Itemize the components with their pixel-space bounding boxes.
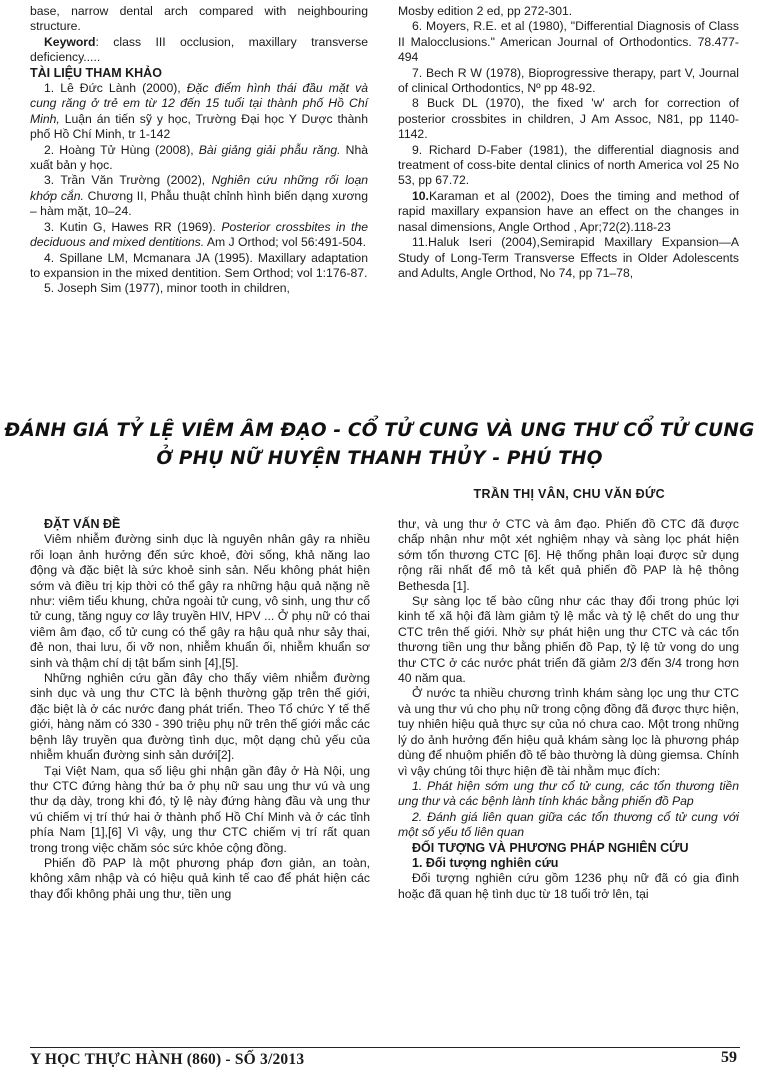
reference-item: 5. Joseph Sim (1977), minor tooth in children, [44,281,290,296]
article-title [0,417,759,473]
abstract-tail: base, narrow dental arch compared with neighbouring structure. [30,4,368,34]
objective-item: 2. Đánh giá liên quan giữa các tổn thương cổ tử cung với một số yếu tố liên quan [398,809,739,840]
keyword-label: Keyword [44,34,96,49]
prev-article-left-column [30,4,368,297]
reference-item: 10.Karaman et al (2002), Does the timing and method of rapid maxillary expansion have an effect on the changes in nasal dimensions, Angle Orthod , Apr;72(2).118-23 [398,188,739,234]
reference-item: 4. Spillane LM, Mcmanara JA (1995). Maxillary adaptation to expansion in the mixed dentition. Sem Orthod; vol 1:176-87. [30,250,368,280]
body-paragraph: Những nghiên cứu gần đây cho thấy viêm nhiễm đường sinh dục và ung thư CTC là bệnh thường gặp trên thế giới, đặc biệt là ở các nước đang phát triển. Theo Tổ chức Y tế thế giới, hàng năm có 330 - 390 triệu phụ nữ trên thế giới mắc các bệnh lây truyền qua đường tình dục, một dạng chủ yếu của nhiễm khuẩn đường sinh sản dưới[2]. [30,671,370,763]
reference-item: 1. Lê Đức Lành (2000), Đặc điểm hình thái đầu mặt và cung răng ở trẻ em từ 12 đến 15 tuổi tại thành phố Hồ Chí Minh, Luận án tiến sỹ y học, Trường Đại học Y Dược thành phố Hồ Chí Minh, tr 1-142 [30,81,368,142]
reference-item: 11.Haluk Iseri (2004),Semirapid Maxillary Expansion—A Study of Long-Term Transverse Effects in Older Adolescents and Adults, Angle Orthod, No 74, pp 71–78, [398,235,739,280]
section-heading-intro: ĐẶT VẤN ĐỀ [44,517,121,531]
references-heading: TÀI LIỆU THAM KHẢO [30,65,162,80]
reference-item: Mosby edition 2 ed, pp 272-301. [398,4,573,18]
subsection-heading: 1. Đối tượng nghiên cứu [412,855,559,870]
reference-item: 7. Bech R W (1978), Bioprogressive therapy, part V, Journal of clinical Orthodontics, Nº pp 48-92. [398,65,739,96]
keyword-text: : class III occlusion, maxillary transverse deficiency..... [30,34,368,65]
footer-divider [30,1047,740,1048]
reference-item: 3. Kutin G, Hawes RR (1969). Posterior crossbites in the deciduous and mixed dentitions. Am J Orthod; vol 56:491-504. [30,219,368,250]
reference-item: 9. Richard D-Faber (1981), the differential diagnosis and treatment of coss-bite dental clinics of north America vol 25 No 53, pp 67.72. [398,142,739,188]
journal-name: Y HỌC THỰC HÀNH (860) - SỐ 3/2013 [30,1051,305,1068]
body-right-column [398,517,739,902]
body-paragraph: Đối tượng nghiên cứu gồm 1236 phụ nữ đã có gia đình hoặc đã quan hệ tình dục từ 18 tuổi trở lên, tại [398,871,739,901]
reference-item: 2. Hoàng Tử Hùng (2008), Bài giảng giải phẫu răng. Nhà xuất bản y học. [30,142,369,173]
article-title-line-1: ĐÁNH GIÁ TỶ LỆ VIÊM ÂM ĐẠO - CỔ TỬ CUNG VÀ UNG THƯ CỔ TỬ CUNG [4,420,755,441]
keyword-line [30,35,368,66]
reference-item: 8 Buck DL (1970), the fixed 'w' arch for correction of posterior crossbites in children, J Am Assoc, N81, pp 1140-1142. [398,96,739,142]
article-authors: TRẦN THỊ VÂN, CHU VĂN ĐỨC [473,487,665,501]
body-paragraph: thư, và ung thư ở CTC và âm đạo. Phiến đồ CTC đã được chấp nhận như một xét nghiệm nhạy và sàng lọc phát hiện sớm tổn thương CTC [6]. Hệ thống phân loại được sử dụng rộng rãi nhất để mô tả kết quả phiến đồ PAP là hệ thông Bethesda [1]. [398,517,739,593]
body-left-column [30,517,370,902]
reference-item: 3. Trần Văn Trường (2002), Nghiên cứu những rối loạn khớp cắn. Chương II, Phẫu thuật chỉnh hình biến dạng xương – hàm mặt, 10–24. [30,173,368,219]
article-title-line-2: Ở PHỤ NỮ HUYỆN THANH THỦY - PHÚ THỌ [156,448,603,469]
body-paragraph: Sự sàng lọc tế bào cũng như các thay đổi trong phúc lợi kinh tế xã hội đã làm giảm tỷ lệ mắc và tỷ lệ chết do ung thư CTC trên thế giới. Nhờ sự phát hiện ung thư CTC và các tổn thương tiền ung thư bằng phiến đồ Pap, tỷ lệ tử vong do ung thư CTC ở các nước phát triển đã giảm 2/3 đến 3/4 trong hơn 40 năm qua. [398,594,739,686]
section-heading-methods: ĐỐI TƯỢNG VÀ PHƯƠNG PHÁP NGHIÊN CỨU [412,840,689,855]
page-number: 59 [721,1049,737,1066]
body-paragraph: Tại Việt Nam, qua số liệu ghi nhận gần đây ở Hà Nội, ung thư CTC đứng hàng thứ ba ở phụ nữ sau ung thư vú và ung thư dạ dày, trong khi đó, tỷ lệ này đứng hàng đầu và ung thư vú chiếm vị trí thứ hai ở thành phố Hồ Chí Minh và ở các tỉnh phía Nam [1],[6] Vì vậy, ung thư CTC chiếm vị trí rất quan trong trong việc chăm sóc sức khỏe cộng đồng. [30,763,370,855]
body-paragraph: Viêm nhiễm đường sinh dục là nguyên nhân gây ra nhiều rối loạn ảnh hưởng đến sức khoẻ, đời sống, khả năng lao động và đặc biệt là sức khoẻ sinh sản. Nếu không phát hiện sớm và điều trị kịp thời có thể gây ra những hậu quả nặng nề như: viêm tiểu khung, chửa ngoài tử cung, vô sinh, ung thư cổ tử cung, tăng nguy cơ lây truyền HIV, HPV ... Ở phụ nữ có thai viêm âm đạo, cổ tử cung có thể gây ra hậu quả như sảy thai, đẻ non, thai lưu, ối vỡ non, nhiễm khuẩn ối, nhiễm khuẩn sơ sinh và thậm chí dị tật bẩm sinh [4],[5]. [30,532,370,670]
objective-item: 1. Phát hiện sớm ung thư cổ tử cung, các tổn thương tiền ung thư và các bệnh lành tính khác bằng phiến đồ Pap [398,778,739,809]
reference-item: 6. Moyers, R.E. et al (1980), "Differential Diagnosis of Class II Malocclusions." American Journal of Orthodontics. 78.477-494 [398,19,739,65]
prev-article-right-column [398,4,739,281]
body-paragraph: Ở nước ta nhiều chương trình khám sàng lọc ung thư CTC và ung thư vú cho phụ nữ trong cộng đồng đã được thực hiện, tuy nhiên hiệu quả thực sự của nó chưa cao. Một trong những lý do ảnh hưởng đến hiệu quả khám sàng lọc là phương pháp dùng để nhuộm phiến đồ tế bào thường là dùng giemsa. Chính vì vậy chúng tôi thực hiện đề tài nhằm mục đích: [398,686,739,778]
body-paragraph: Phiến đồ PAP là một phương pháp đơn giản, an toàn, không xâm nhập và có hiệu quả kinh tế cao để phát hiện các thay đổi không phải ung thư, tiền ung [30,855,370,901]
